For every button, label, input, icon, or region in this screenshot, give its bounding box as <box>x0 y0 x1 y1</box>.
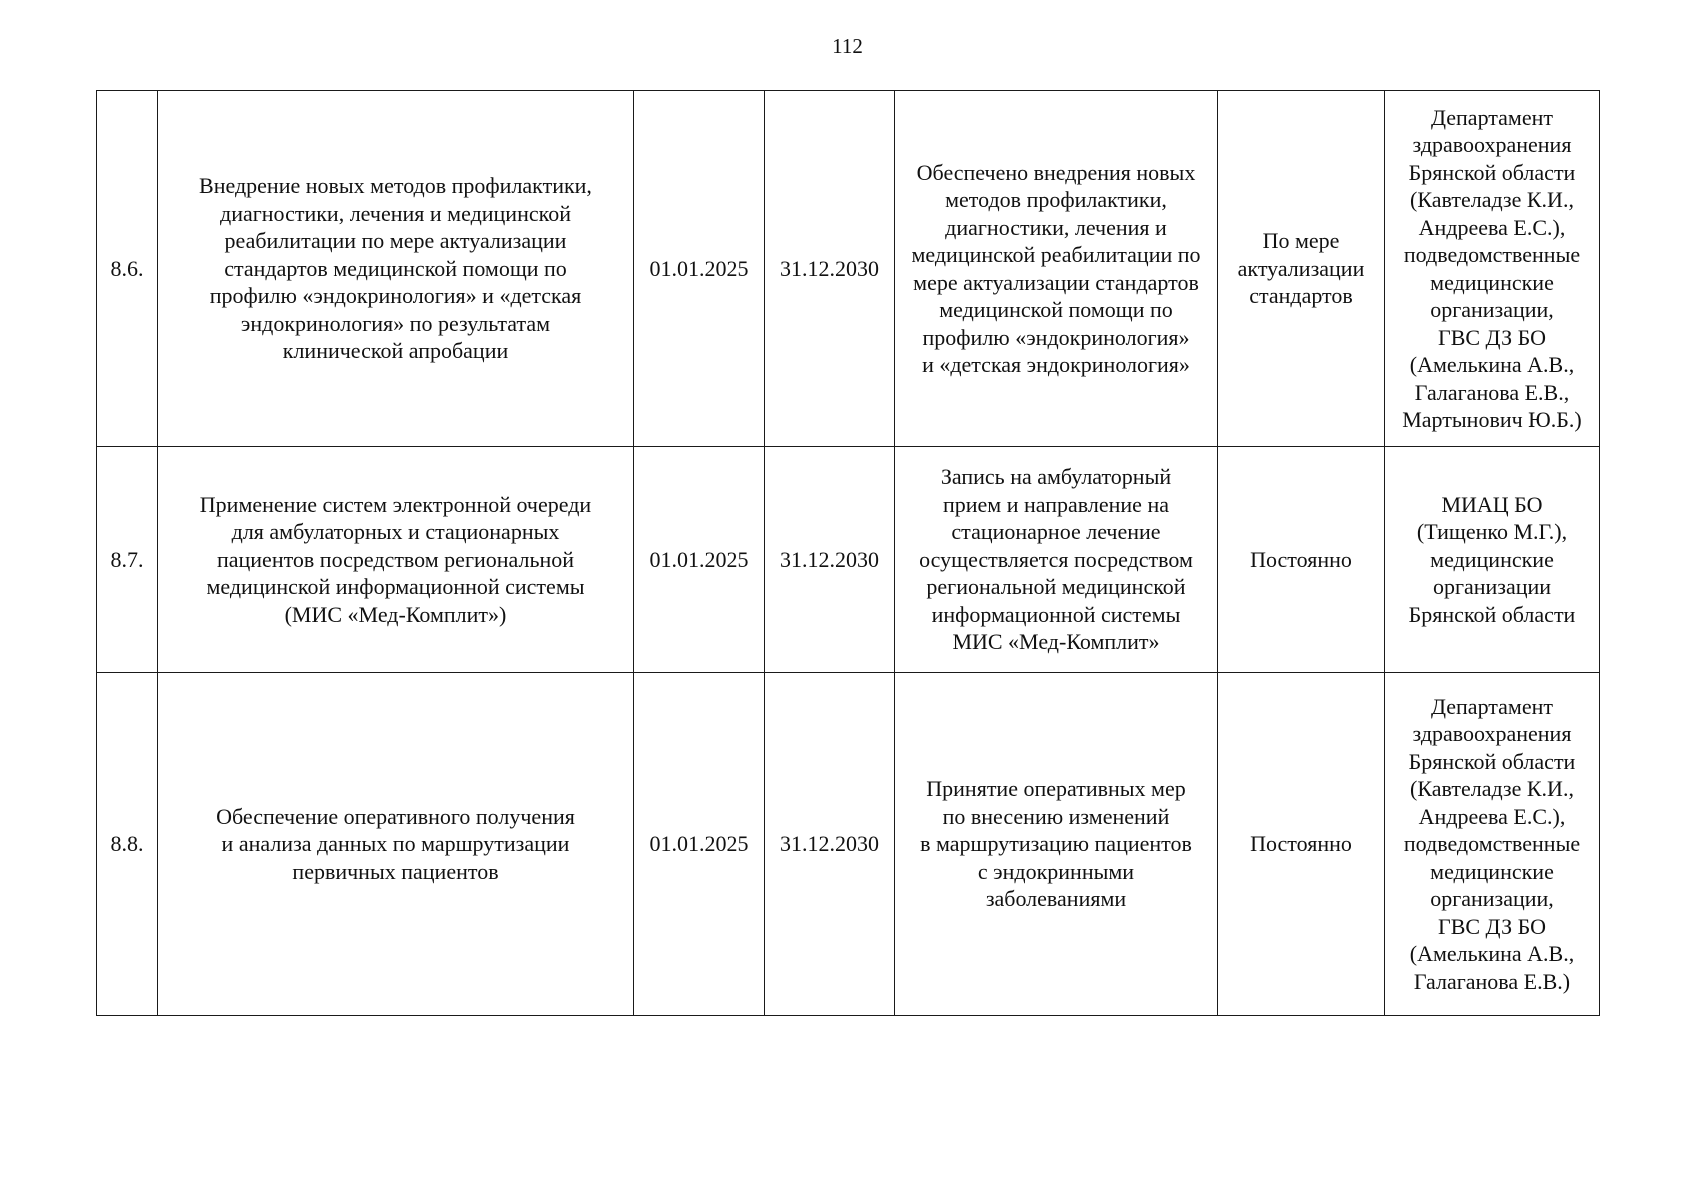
responsible-line: здравоохранения <box>1412 721 1572 747</box>
table-row <box>97 91 1600 447</box>
responsible-line: Департамент <box>1430 104 1553 130</box>
frequency-line: актуализации <box>1237 255 1365 281</box>
activity-cell <box>158 91 634 447</box>
frequency-cell <box>1218 447 1385 673</box>
frequency-line: Постоянно <box>1250 831 1352 857</box>
responsible-cell <box>1385 447 1600 673</box>
responsible-line: Галаганова Е.В., <box>1414 379 1570 405</box>
activity-line: реабилитации по мере актуализации <box>224 228 567 254</box>
frequency-line: По мере <box>1262 228 1340 254</box>
result-line: Обеспечено внедрения новых <box>916 159 1196 185</box>
responsible-line: организации, <box>1430 886 1554 912</box>
activity-line: клинической апробации <box>282 338 509 364</box>
table-row <box>97 447 1600 673</box>
responsible-line: подведомственные <box>1403 242 1581 267</box>
responsible-line: (Тищенко М.Г.), <box>1416 519 1568 545</box>
end-date: 31.12.2030 <box>765 447 895 673</box>
responsible-line: медицинские <box>1430 546 1554 572</box>
activity-line: (МИС «Мед-Комплит») <box>284 601 507 627</box>
responsible-line: здравоохранения <box>1412 132 1572 157</box>
activity-line: пациентов посредством региональной <box>216 546 575 572</box>
result-line: и «детская эндокринология» <box>922 352 1190 377</box>
responsible-line: Андреева Е.С.), <box>1418 803 1566 829</box>
result-line: методов профилактики, <box>945 187 1167 212</box>
start-date: 01.01.2025 <box>634 447 765 673</box>
activity-line: Внедрение новых методов профилактики, <box>199 173 592 199</box>
result-line: профилю «эндокринология» <box>922 324 1190 350</box>
activity-line: Обеспечение оперативного получения <box>216 803 575 829</box>
page-number: 112 <box>832 34 863 58</box>
result-line: диагностики, лечения и <box>945 214 1167 240</box>
responsible-line: (Амелькина А.В., <box>1409 941 1575 967</box>
result-line: МИС «Мед-Комплит» <box>952 629 1160 655</box>
result-cell <box>895 91 1218 447</box>
start-date: 01.01.2025 <box>634 673 765 1016</box>
responsible-line: (Кавтеладзе К.И., <box>1410 187 1574 212</box>
frequency-cell <box>1218 91 1385 447</box>
result-line: медицинской помощи по <box>939 297 1173 322</box>
responsible-line: Брянской области <box>1408 748 1576 774</box>
responsible-line: МИАЦ БО <box>1441 491 1543 517</box>
result-line: Запись на амбулаторный <box>940 464 1172 490</box>
result-line: стационарное лечение <box>951 519 1161 545</box>
activity-line: для амбулаторных и стационарных <box>231 519 560 545</box>
result-line: информационной системы <box>931 601 1181 627</box>
responsible-line: подведомственные <box>1403 831 1581 857</box>
activity-line: первичных пациентов <box>292 858 499 884</box>
responsible-line: Мартынович Ю.Б.) <box>1402 407 1582 432</box>
result-line: прием и направление на <box>943 491 1169 517</box>
responsible-line: Андреева Е.С.), <box>1418 214 1566 240</box>
activity-line: медицинской информационной системы <box>206 574 585 600</box>
frequency-cell <box>1218 673 1385 1016</box>
activity-line: профилю «эндокринология» и «детская <box>209 283 582 309</box>
responsible-cell <box>1385 91 1600 447</box>
responsible-line: ГВС ДЗ БО <box>1437 324 1546 350</box>
table-row <box>97 673 1600 1016</box>
frequency-line: стандартов <box>1249 283 1353 309</box>
activities-table <box>96 90 1600 1016</box>
responsible-line: Галаганова Е.В.) <box>1413 968 1571 994</box>
activity-line: Применение систем электронной очереди <box>199 491 592 517</box>
activity-line: стандартов медицинской помощи по <box>224 255 567 281</box>
result-line: медицинской реабилитации по <box>911 242 1201 267</box>
result-line: заболеваниями <box>985 886 1127 912</box>
responsible-line: организации <box>1432 574 1552 600</box>
end-date: 31.12.2030 <box>765 673 895 1016</box>
responsible-line: (Амелькина А.В., <box>1409 352 1575 377</box>
activity-cell <box>158 447 634 673</box>
result-line: с эндокринными <box>977 858 1135 884</box>
start-date: 01.01.2025 <box>634 91 765 447</box>
end-date: 31.12.2030 <box>765 91 895 447</box>
responsible-cell <box>1385 673 1600 1016</box>
responsible-line: Брянской области <box>1408 159 1576 185</box>
row-number: 8.8. <box>97 673 158 1016</box>
activity-line: и анализа данных по маршрутизации <box>221 831 570 857</box>
responsible-line: ГВС ДЗ БО <box>1437 913 1546 939</box>
responsible-line: Брянской области <box>1408 601 1576 627</box>
result-line: региональной медицинской <box>926 574 1186 600</box>
result-line: по внесению изменений <box>942 803 1170 829</box>
activity-cell <box>158 673 634 1016</box>
result-line: мере актуализации стандартов <box>913 269 1199 295</box>
result-line: Принятие оперативных мер <box>926 776 1186 802</box>
result-line: в маршрутизацию пациентов <box>920 831 1192 857</box>
result-cell <box>895 673 1218 1016</box>
activity-line: эндокринология» по результатам <box>240 310 551 336</box>
result-line: осуществляется посредством <box>919 546 1193 572</box>
frequency-line: Постоянно <box>1250 546 1352 572</box>
responsible-line: Департамент <box>1430 693 1553 719</box>
activity-line: диагностики, лечения и медицинской <box>220 200 571 226</box>
result-cell <box>895 447 1218 673</box>
responsible-line: (Кавтеладзе К.И., <box>1410 776 1574 802</box>
row-number: 8.7. <box>97 447 158 673</box>
responsible-line: медицинские <box>1430 858 1554 884</box>
responsible-line: медицинские <box>1430 269 1554 295</box>
row-number: 8.6. <box>97 91 158 447</box>
responsible-line: организации, <box>1430 297 1554 322</box>
